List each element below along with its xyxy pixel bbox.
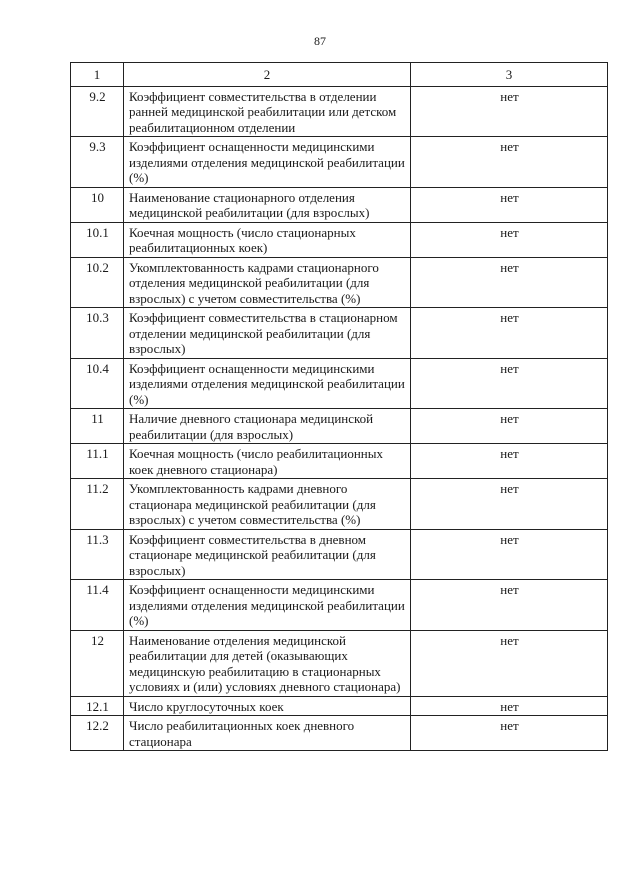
table-body [71,86,608,751]
row-value: нет [411,529,608,580]
row-number: 10 [71,187,124,222]
row-description: Коэффициент оснащенности медицинскими изделиями отделения медицинской реабилитации (%) [124,358,411,409]
column-header-1: 1 [71,63,124,87]
row-number: 9.2 [71,86,124,137]
table-row [71,630,608,696]
row-description: Коэффициент совместительства в отделении ранней медицинской реабилитации или детском реабилитационном отделении [124,86,411,137]
row-description: Число реабилитационных коек дневного стационара [124,716,411,751]
table-row [71,580,608,631]
row-description: Укомплектованность кадрами дневного стационара медицинской реабилитации (для взрослых) с учетом совместительства (%) [124,479,411,530]
row-value: нет [411,222,608,257]
row-value: нет [411,696,608,716]
table-row [71,409,608,444]
row-description: Коэффициент оснащенности медицинскими изделиями отделения медицинской реабилитации (%) [124,137,411,188]
row-value: нет [411,86,608,137]
column-header-3: 3 [411,63,608,87]
row-number: 10.4 [71,358,124,409]
row-value: нет [411,444,608,479]
table-row [71,529,608,580]
table-row [71,257,608,308]
table-header-row [71,63,608,87]
row-description: Наличие дневного стационара медицинской реабилитации (для взрослых) [124,409,411,444]
row-value: нет [411,308,608,359]
row-number: 12 [71,630,124,696]
table-row [71,479,608,530]
row-value: нет [411,257,608,308]
row-description: Число круглосуточных коек [124,696,411,716]
table-row [71,716,608,751]
row-value: нет [411,580,608,631]
row-number: 12.2 [71,716,124,751]
row-description: Наименование отделения медицинской реабилитации для детей (оказывающих медицинскую реабилитацию в стационарных условиях и (или) условиях дневного стационара) [124,630,411,696]
row-description: Коечная мощность (число реабилитационных коек дневного стационара) [124,444,411,479]
row-value: нет [411,630,608,696]
row-value: нет [411,137,608,188]
row-description: Коэффициент совместительства в стационарном отделении медицинской реабилитации (для взрослых) [124,308,411,359]
row-number: 11.2 [71,479,124,530]
indicator-table [70,62,608,751]
row-description: Коэффициент совместительства в дневном стационаре медицинской реабилитации (для взрослых) [124,529,411,580]
row-description: Коэффициент оснащенности медицинскими изделиями отделения медицинской реабилитации (%) [124,580,411,631]
row-number: 12.1 [71,696,124,716]
row-number: 9.3 [71,137,124,188]
table-row [71,308,608,359]
table-row [71,137,608,188]
row-number: 11.1 [71,444,124,479]
row-number: 11.4 [71,580,124,631]
row-number: 11.3 [71,529,124,580]
row-value: нет [411,716,608,751]
table-row [71,696,608,716]
table-row [71,358,608,409]
table-row [71,444,608,479]
row-number: 10.2 [71,257,124,308]
row-description: Наименование стационарного отделения медицинской реабилитации (для взрослых) [124,187,411,222]
row-number: 10.1 [71,222,124,257]
row-number: 11 [71,409,124,444]
row-description: Укомплектованность кадрами стационарного отделения медицинской реабилитации (для взрослых) с учетом совместительства (%) [124,257,411,308]
row-number: 10.3 [71,308,124,359]
row-value: нет [411,187,608,222]
row-value: нет [411,479,608,530]
row-value: нет [411,358,608,409]
table-row [71,86,608,137]
column-header-2: 2 [124,63,411,87]
page-number: 87 [314,34,326,48]
table-row [71,187,608,222]
row-value: нет [411,409,608,444]
table-row [71,222,608,257]
row-description: Коечная мощность (число стационарных реабилитационных коек) [124,222,411,257]
